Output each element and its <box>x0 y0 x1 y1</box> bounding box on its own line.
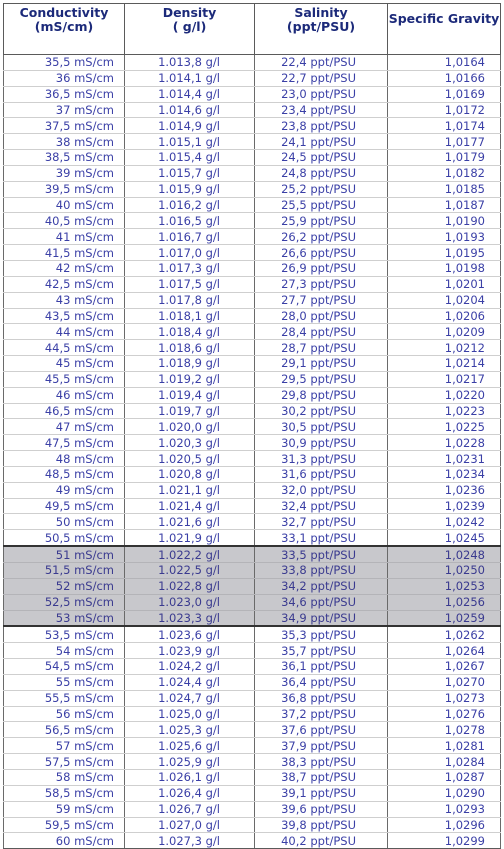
table-row <box>4 197 501 213</box>
header-specific-gravity <box>388 4 501 55</box>
header-density-title: Density <box>162 5 217 20</box>
table-row <box>4 308 501 324</box>
conductivity-cell: 44 mS/cm <box>4 324 125 340</box>
header-salinity <box>255 4 388 55</box>
conductivity-cell: 54 mS/cm <box>4 643 125 659</box>
density-cell: 1.017,3 g/l <box>125 260 255 276</box>
salinity-cell: 28,4 ppt/PSU <box>255 324 388 340</box>
table-row <box>4 70 501 86</box>
table-row <box>4 498 501 514</box>
conductivity-cell: 41 mS/cm <box>4 229 125 245</box>
salinity-cell: 22,4 ppt/PSU <box>255 55 388 71</box>
salinity-cell: 38,7 ppt/PSU <box>255 769 388 785</box>
header-row <box>4 4 501 55</box>
specific-gravity-cell: 1,0225 <box>388 419 501 435</box>
table-row <box>4 610 501 626</box>
conductivity-cell: 45,5 mS/cm <box>4 371 125 387</box>
conductivity-cell: 55,5 mS/cm <box>4 690 125 706</box>
specific-gravity-cell: 1,0174 <box>388 118 501 134</box>
specific-gravity-cell: 1,0177 <box>388 134 501 150</box>
header-conductivity-unit: (mS/cm) <box>34 19 94 34</box>
conductivity-conversion-table <box>3 3 501 849</box>
specific-gravity-cell: 1,0234 <box>388 466 501 482</box>
specific-gravity-cell: 1,0276 <box>388 706 501 722</box>
specific-gravity-cell: 1,0209 <box>388 324 501 340</box>
specific-gravity-cell: 1,0270 <box>388 674 501 690</box>
conductivity-cell: 53 mS/cm <box>4 610 125 626</box>
table-row <box>4 754 501 770</box>
salinity-cell: 23,0 ppt/PSU <box>255 86 388 102</box>
density-cell: 1.014,6 g/l <box>125 102 255 118</box>
header-salinity-title: Salinity <box>294 5 348 20</box>
salinity-cell: 33,5 ppt/PSU <box>255 546 388 562</box>
table-row <box>4 340 501 356</box>
salinity-cell: 33,8 ppt/PSU <box>255 563 388 579</box>
salinity-cell: 24,1 ppt/PSU <box>255 134 388 150</box>
header-specific-gravity-title: Specific Gravity <box>388 11 500 26</box>
specific-gravity-cell: 1,0172 <box>388 102 501 118</box>
specific-gravity-cell: 1,0223 <box>388 403 501 419</box>
table-row <box>4 514 501 530</box>
salinity-cell: 28,0 ppt/PSU <box>255 308 388 324</box>
density-cell: 1.019,2 g/l <box>125 371 255 387</box>
density-cell: 1.016,5 g/l <box>125 213 255 229</box>
table-row <box>4 102 501 118</box>
table-row <box>4 150 501 166</box>
conductivity-cell: 37,5 mS/cm <box>4 118 125 134</box>
conductivity-cell: 56,5 mS/cm <box>4 722 125 738</box>
conductivity-cell: 54,5 mS/cm <box>4 659 125 675</box>
density-cell: 1.027,0 g/l <box>125 817 255 833</box>
density-cell: 1.024,2 g/l <box>125 659 255 675</box>
conductivity-cell: 47 mS/cm <box>4 419 125 435</box>
density-cell: 1.023,3 g/l <box>125 610 255 626</box>
salinity-cell: 36,1 ppt/PSU <box>255 659 388 675</box>
specific-gravity-cell: 1,0264 <box>388 643 501 659</box>
density-cell: 1.024,7 g/l <box>125 690 255 706</box>
specific-gravity-cell: 1,0293 <box>388 801 501 817</box>
specific-gravity-cell: 1,0198 <box>388 260 501 276</box>
specific-gravity-cell: 1,0299 <box>388 833 501 849</box>
specific-gravity-cell: 1,0236 <box>388 482 501 498</box>
conductivity-cell: 42 mS/cm <box>4 260 125 276</box>
specific-gravity-cell: 1,0206 <box>388 308 501 324</box>
density-cell: 1.014,1 g/l <box>125 70 255 86</box>
table-row <box>4 466 501 482</box>
specific-gravity-cell: 1,0239 <box>388 498 501 514</box>
salinity-cell: 39,8 ppt/PSU <box>255 817 388 833</box>
specific-gravity-cell: 1,0164 <box>388 55 501 71</box>
header-density-unit: ( g/l) <box>172 19 207 34</box>
conductivity-cell: 57 mS/cm <box>4 738 125 754</box>
density-cell: 1.019,7 g/l <box>125 403 255 419</box>
conversion-table-container <box>3 3 500 849</box>
conductivity-cell: 49,5 mS/cm <box>4 498 125 514</box>
conductivity-cell: 43 mS/cm <box>4 292 125 308</box>
density-cell: 1.021,4 g/l <box>125 498 255 514</box>
density-cell: 1.026,1 g/l <box>125 769 255 785</box>
specific-gravity-cell: 1,0228 <box>388 435 501 451</box>
density-cell: 1.027,3 g/l <box>125 833 255 849</box>
density-cell: 1.013,8 g/l <box>125 55 255 71</box>
conductivity-cell: 39,5 mS/cm <box>4 181 125 197</box>
table-row <box>4 181 501 197</box>
density-cell: 1.017,0 g/l <box>125 245 255 261</box>
table-row <box>4 769 501 785</box>
specific-gravity-cell: 1,0185 <box>388 181 501 197</box>
conductivity-cell: 49 mS/cm <box>4 482 125 498</box>
density-cell: 1.021,1 g/l <box>125 482 255 498</box>
specific-gravity-cell: 1,0193 <box>388 229 501 245</box>
specific-gravity-cell: 1,0217 <box>388 371 501 387</box>
table-row <box>4 118 501 134</box>
table-row <box>4 785 501 801</box>
specific-gravity-cell: 1,0231 <box>388 451 501 467</box>
density-cell: 1.015,9 g/l <box>125 181 255 197</box>
table-row <box>4 563 501 579</box>
conductivity-cell: 57,5 mS/cm <box>4 754 125 770</box>
salinity-cell: 35,7 ppt/PSU <box>255 643 388 659</box>
conductivity-cell: 40,5 mS/cm <box>4 213 125 229</box>
salinity-cell: 27,3 ppt/PSU <box>255 276 388 292</box>
table-row <box>4 722 501 738</box>
table-row <box>4 213 501 229</box>
conductivity-cell: 39 mS/cm <box>4 165 125 181</box>
salinity-cell: 23,4 ppt/PSU <box>255 102 388 118</box>
conductivity-cell: 58 mS/cm <box>4 769 125 785</box>
table-row <box>4 387 501 403</box>
table-row <box>4 817 501 833</box>
conductivity-cell: 38 mS/cm <box>4 134 125 150</box>
table-row <box>4 578 501 594</box>
salinity-cell: 26,2 ppt/PSU <box>255 229 388 245</box>
salinity-cell: 33,1 ppt/PSU <box>255 530 388 546</box>
specific-gravity-cell: 1,0250 <box>388 563 501 579</box>
density-cell: 1.021,9 g/l <box>125 530 255 546</box>
table-row <box>4 659 501 675</box>
specific-gravity-cell: 1,0287 <box>388 769 501 785</box>
density-cell: 1.022,8 g/l <box>125 578 255 594</box>
salinity-cell: 32,0 ppt/PSU <box>255 482 388 498</box>
conductivity-cell: 55 mS/cm <box>4 674 125 690</box>
conductivity-cell: 41,5 mS/cm <box>4 245 125 261</box>
conductivity-cell: 60 mS/cm <box>4 833 125 849</box>
salinity-cell: 34,6 ppt/PSU <box>255 594 388 610</box>
salinity-cell: 25,9 ppt/PSU <box>255 213 388 229</box>
salinity-cell: 24,5 ppt/PSU <box>255 150 388 166</box>
table-row <box>4 801 501 817</box>
density-cell: 1.018,6 g/l <box>125 340 255 356</box>
conductivity-cell: 37 mS/cm <box>4 102 125 118</box>
conductivity-cell: 48,5 mS/cm <box>4 466 125 482</box>
density-cell: 1.025,3 g/l <box>125 722 255 738</box>
specific-gravity-cell: 1,0281 <box>388 738 501 754</box>
salinity-cell: 32,7 ppt/PSU <box>255 514 388 530</box>
table-row <box>4 324 501 340</box>
conductivity-cell: 38,5 mS/cm <box>4 150 125 166</box>
specific-gravity-cell: 1,0179 <box>388 150 501 166</box>
table-row <box>4 674 501 690</box>
conductivity-cell: 46 mS/cm <box>4 387 125 403</box>
density-cell: 1.023,9 g/l <box>125 643 255 659</box>
salinity-cell: 22,7 ppt/PSU <box>255 70 388 86</box>
conductivity-cell: 48 mS/cm <box>4 451 125 467</box>
salinity-cell: 37,2 ppt/PSU <box>255 706 388 722</box>
table-row <box>4 134 501 150</box>
specific-gravity-cell: 1,0253 <box>388 578 501 594</box>
salinity-cell: 26,9 ppt/PSU <box>255 260 388 276</box>
specific-gravity-cell: 1,0169 <box>388 86 501 102</box>
table-row <box>4 594 501 610</box>
conductivity-cell: 47,5 mS/cm <box>4 435 125 451</box>
density-cell: 1.015,7 g/l <box>125 165 255 181</box>
specific-gravity-cell: 1,0190 <box>388 213 501 229</box>
density-cell: 1.015,1 g/l <box>125 134 255 150</box>
conductivity-cell: 52,5 mS/cm <box>4 594 125 610</box>
table-row <box>4 292 501 308</box>
conductivity-cell: 53,5 mS/cm <box>4 626 125 642</box>
salinity-cell: 32,4 ppt/PSU <box>255 498 388 514</box>
salinity-cell: 36,8 ppt/PSU <box>255 690 388 706</box>
density-cell: 1.020,5 g/l <box>125 451 255 467</box>
conductivity-cell: 51,5 mS/cm <box>4 563 125 579</box>
density-cell: 1.016,2 g/l <box>125 197 255 213</box>
header-density <box>125 4 255 55</box>
table-row <box>4 371 501 387</box>
specific-gravity-cell: 1,0182 <box>388 165 501 181</box>
density-cell: 1.025,0 g/l <box>125 706 255 722</box>
density-cell: 1.019,4 g/l <box>125 387 255 403</box>
density-cell: 1.020,0 g/l <box>125 419 255 435</box>
specific-gravity-cell: 1,0214 <box>388 356 501 372</box>
header-salinity-unit: (ppt/PSU) <box>286 19 356 34</box>
salinity-cell: 37,9 ppt/PSU <box>255 738 388 754</box>
salinity-cell: 27,7 ppt/PSU <box>255 292 388 308</box>
salinity-cell: 23,8 ppt/PSU <box>255 118 388 134</box>
table-row <box>4 260 501 276</box>
table-row <box>4 738 501 754</box>
density-cell: 1.020,3 g/l <box>125 435 255 451</box>
salinity-cell: 25,5 ppt/PSU <box>255 197 388 213</box>
density-cell: 1.018,1 g/l <box>125 308 255 324</box>
conductivity-cell: 35,5 mS/cm <box>4 55 125 71</box>
specific-gravity-cell: 1,0245 <box>388 530 501 546</box>
conductivity-cell: 59 mS/cm <box>4 801 125 817</box>
conductivity-cell: 50 mS/cm <box>4 514 125 530</box>
conductivity-cell: 45 mS/cm <box>4 356 125 372</box>
table-row <box>4 55 501 71</box>
specific-gravity-cell: 1,0195 <box>388 245 501 261</box>
conductivity-cell: 40 mS/cm <box>4 197 125 213</box>
salinity-cell: 36,4 ppt/PSU <box>255 674 388 690</box>
density-cell: 1.016,7 g/l <box>125 229 255 245</box>
specific-gravity-cell: 1,0273 <box>388 690 501 706</box>
salinity-cell: 29,5 ppt/PSU <box>255 371 388 387</box>
salinity-cell: 29,1 ppt/PSU <box>255 356 388 372</box>
conductivity-cell: 52 mS/cm <box>4 578 125 594</box>
table-row <box>4 435 501 451</box>
density-cell: 1.022,2 g/l <box>125 546 255 562</box>
density-cell: 1.020,8 g/l <box>125 466 255 482</box>
salinity-cell: 28,7 ppt/PSU <box>255 340 388 356</box>
conductivity-cell: 56 mS/cm <box>4 706 125 722</box>
density-cell: 1.018,9 g/l <box>125 356 255 372</box>
conductivity-cell: 36,5 mS/cm <box>4 86 125 102</box>
specific-gravity-cell: 1,0166 <box>388 70 501 86</box>
table-row <box>4 530 501 546</box>
salinity-cell: 31,3 ppt/PSU <box>255 451 388 467</box>
salinity-cell: 34,2 ppt/PSU <box>255 578 388 594</box>
density-cell: 1.017,5 g/l <box>125 276 255 292</box>
salinity-cell: 30,9 ppt/PSU <box>255 435 388 451</box>
table-row <box>4 165 501 181</box>
salinity-cell: 29,8 ppt/PSU <box>255 387 388 403</box>
density-cell: 1.023,0 g/l <box>125 594 255 610</box>
density-cell: 1.014,9 g/l <box>125 118 255 134</box>
specific-gravity-cell: 1,0290 <box>388 785 501 801</box>
salinity-cell: 25,2 ppt/PSU <box>255 181 388 197</box>
density-cell: 1.015,4 g/l <box>125 150 255 166</box>
density-cell: 1.017,8 g/l <box>125 292 255 308</box>
table-row <box>4 546 501 562</box>
specific-gravity-cell: 1,0256 <box>388 594 501 610</box>
table-row <box>4 229 501 245</box>
conductivity-cell: 51 mS/cm <box>4 546 125 562</box>
specific-gravity-cell: 1,0278 <box>388 722 501 738</box>
salinity-cell: 34,9 ppt/PSU <box>255 610 388 626</box>
density-cell: 1.026,7 g/l <box>125 801 255 817</box>
specific-gravity-cell: 1,0262 <box>388 626 501 642</box>
table-row <box>4 419 501 435</box>
specific-gravity-cell: 1,0187 <box>388 197 501 213</box>
salinity-cell: 40,2 ppt/PSU <box>255 833 388 849</box>
density-cell: 1.024,4 g/l <box>125 674 255 690</box>
table-row <box>4 245 501 261</box>
density-cell: 1.025,6 g/l <box>125 738 255 754</box>
table-row <box>4 86 501 102</box>
table-body <box>4 55 501 849</box>
specific-gravity-cell: 1,0204 <box>388 292 501 308</box>
specific-gravity-cell: 1,0220 <box>388 387 501 403</box>
salinity-cell: 30,5 ppt/PSU <box>255 419 388 435</box>
table-row <box>4 626 501 642</box>
table-row <box>4 706 501 722</box>
specific-gravity-cell: 1,0248 <box>388 546 501 562</box>
density-cell: 1.021,6 g/l <box>125 514 255 530</box>
table-row <box>4 403 501 419</box>
table-row <box>4 276 501 292</box>
salinity-cell: 37,6 ppt/PSU <box>255 722 388 738</box>
specific-gravity-cell: 1,0259 <box>388 610 501 626</box>
density-cell: 1.025,9 g/l <box>125 754 255 770</box>
table-row <box>4 833 501 849</box>
conductivity-cell: 59,5 mS/cm <box>4 817 125 833</box>
density-cell: 1.023,6 g/l <box>125 626 255 642</box>
salinity-cell: 26,6 ppt/PSU <box>255 245 388 261</box>
conductivity-cell: 50,5 mS/cm <box>4 530 125 546</box>
table-header <box>4 4 501 55</box>
specific-gravity-cell: 1,0296 <box>388 817 501 833</box>
table-row <box>4 451 501 467</box>
salinity-cell: 38,3 ppt/PSU <box>255 754 388 770</box>
header-conductivity <box>4 4 125 55</box>
conductivity-cell: 43,5 mS/cm <box>4 308 125 324</box>
conductivity-cell: 44,5 mS/cm <box>4 340 125 356</box>
table-row <box>4 690 501 706</box>
density-cell: 1.014,4 g/l <box>125 86 255 102</box>
specific-gravity-cell: 1,0242 <box>388 514 501 530</box>
header-conductivity-title: Conductivity <box>19 5 109 20</box>
salinity-cell: 35,3 ppt/PSU <box>255 626 388 642</box>
specific-gravity-cell: 1,0212 <box>388 340 501 356</box>
density-cell: 1.022,5 g/l <box>125 563 255 579</box>
conductivity-cell: 42,5 mS/cm <box>4 276 125 292</box>
table-row <box>4 643 501 659</box>
specific-gravity-cell: 1,0201 <box>388 276 501 292</box>
conductivity-cell: 58,5 mS/cm <box>4 785 125 801</box>
table-row <box>4 356 501 372</box>
salinity-cell: 24,8 ppt/PSU <box>255 165 388 181</box>
specific-gravity-cell: 1,0284 <box>388 754 501 770</box>
conductivity-cell: 46,5 mS/cm <box>4 403 125 419</box>
density-cell: 1.018,4 g/l <box>125 324 255 340</box>
salinity-cell: 31,6 ppt/PSU <box>255 466 388 482</box>
density-cell: 1.026,4 g/l <box>125 785 255 801</box>
salinity-cell: 39,6 ppt/PSU <box>255 801 388 817</box>
conductivity-cell: 36 mS/cm <box>4 70 125 86</box>
salinity-cell: 39,1 ppt/PSU <box>255 785 388 801</box>
specific-gravity-cell: 1,0267 <box>388 659 501 675</box>
salinity-cell: 30,2 ppt/PSU <box>255 403 388 419</box>
table-row <box>4 482 501 498</box>
